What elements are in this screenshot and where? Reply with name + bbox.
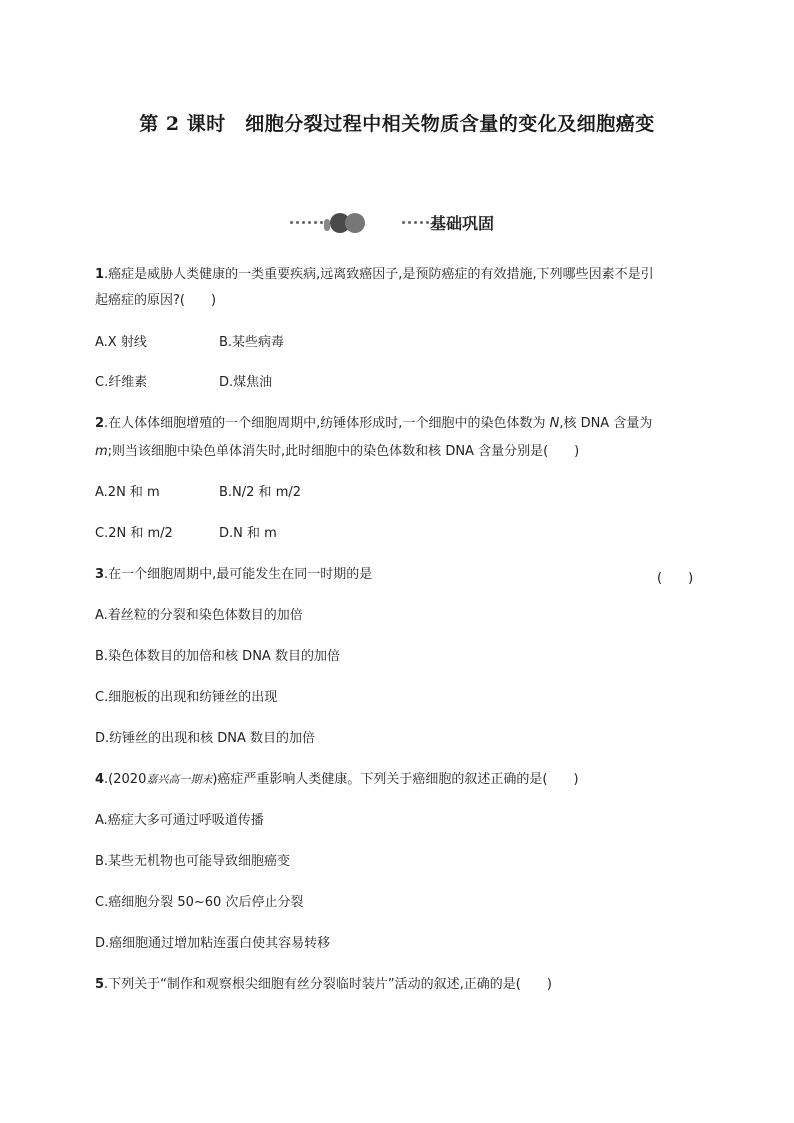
question-text-a: .(2020	[104, 772, 147, 787]
question-text-b: ,核 DNA 含量为	[559, 416, 653, 431]
question-2-line-2	[95, 444, 579, 460]
question-2-option-c[interactable]: C.2N 和 m/2	[95, 526, 173, 541]
question-number: 3	[95, 567, 105, 582]
question-3-option-b[interactable]: B.染色体数目的加倍和核 DNA 数目的加倍	[95, 649, 340, 664]
question-text-c: ;则当该细胞中染色单体消失时,此时细胞中的染色体数和核 DNA 含量分别是( )	[107, 444, 580, 459]
question-5-line-1	[95, 977, 552, 993]
question-1-option-d[interactable]: D.煤焦油	[219, 375, 273, 390]
question-4-option-a[interactable]: A.癌症大多可通过呼吸道传播	[95, 813, 264, 828]
question-number: 5	[95, 977, 105, 992]
question-2-option-b[interactable]: B.N/2 和 m/2	[219, 485, 302, 500]
question-2-line-1	[95, 416, 652, 432]
variable-m: m	[95, 444, 108, 459]
question-3-line-1	[95, 567, 372, 583]
question-3-option-d[interactable]: D.纺锤丝的出现和核 DNA 数目的加倍	[95, 731, 316, 746]
question-1-option-a[interactable]: A.X 射线	[95, 335, 147, 350]
question-text: .癌症是威胁人类健康的一类重要疾病,远离致癌因子,是预防癌症的有效措施,下列哪些因素不是引	[104, 267, 654, 282]
variable-n: N	[549, 416, 560, 431]
answer-parentheses: ( )	[657, 571, 694, 586]
question-3-option-a[interactable]: A.着丝粒的分裂和染色体数目的加倍	[95, 608, 303, 623]
circles-icon	[323, 211, 367, 235]
section-header	[0, 209, 794, 237]
question-4-option-d[interactable]: D.癌细胞通过增加粘连蛋白使其容易转移	[95, 936, 331, 951]
question-number: 1	[95, 267, 105, 282]
question-4-line-1	[95, 772, 579, 788]
question-1-line-2: 起癌症的原因?( )	[95, 293, 217, 308]
question-number: 4	[95, 772, 105, 787]
question-number: 2	[95, 416, 105, 431]
question-3-option-c[interactable]: C.细胞板的出现和纺锤丝的出现	[95, 690, 278, 705]
question-4-option-c[interactable]: C.癌细胞分裂 50~60 次后停止分裂	[95, 895, 304, 910]
question-1-option-b[interactable]: B.某些病毒	[219, 335, 285, 350]
question-text: .在一个细胞周期中,最可能发生在同一时期的是	[104, 567, 373, 582]
question-source: 嘉兴高一期末	[146, 773, 213, 786]
question-2-option-a[interactable]: A.2N 和 m	[95, 485, 160, 500]
question-text: .下列关于“制作和观察根尖细胞有丝分裂临时装片”活动的叙述,正确的是( )	[104, 977, 552, 992]
question-text-a: .在人体体细胞增殖的一个细胞周期中,纺锤体形成时,一个细胞中的染色体数为	[104, 416, 550, 431]
section-label: 基础巩固	[430, 214, 495, 233]
question-1-option-c[interactable]: C.纤维素	[95, 375, 148, 390]
question-text-b: )癌症严重影响人类健康。下列关于癌细胞的叙述正确的是( )	[212, 772, 579, 787]
question-1-line-1	[95, 267, 654, 283]
question-2-option-d[interactable]: D.N 和 m	[219, 526, 277, 541]
page-title: 第 2 课时 细胞分裂过程中相关物质含量的变化及细胞癌变	[139, 113, 655, 135]
question-4-option-b[interactable]: B.某些无机物也可能导致细胞癌变	[95, 854, 291, 869]
decorative-dots-left	[290, 221, 323, 225]
